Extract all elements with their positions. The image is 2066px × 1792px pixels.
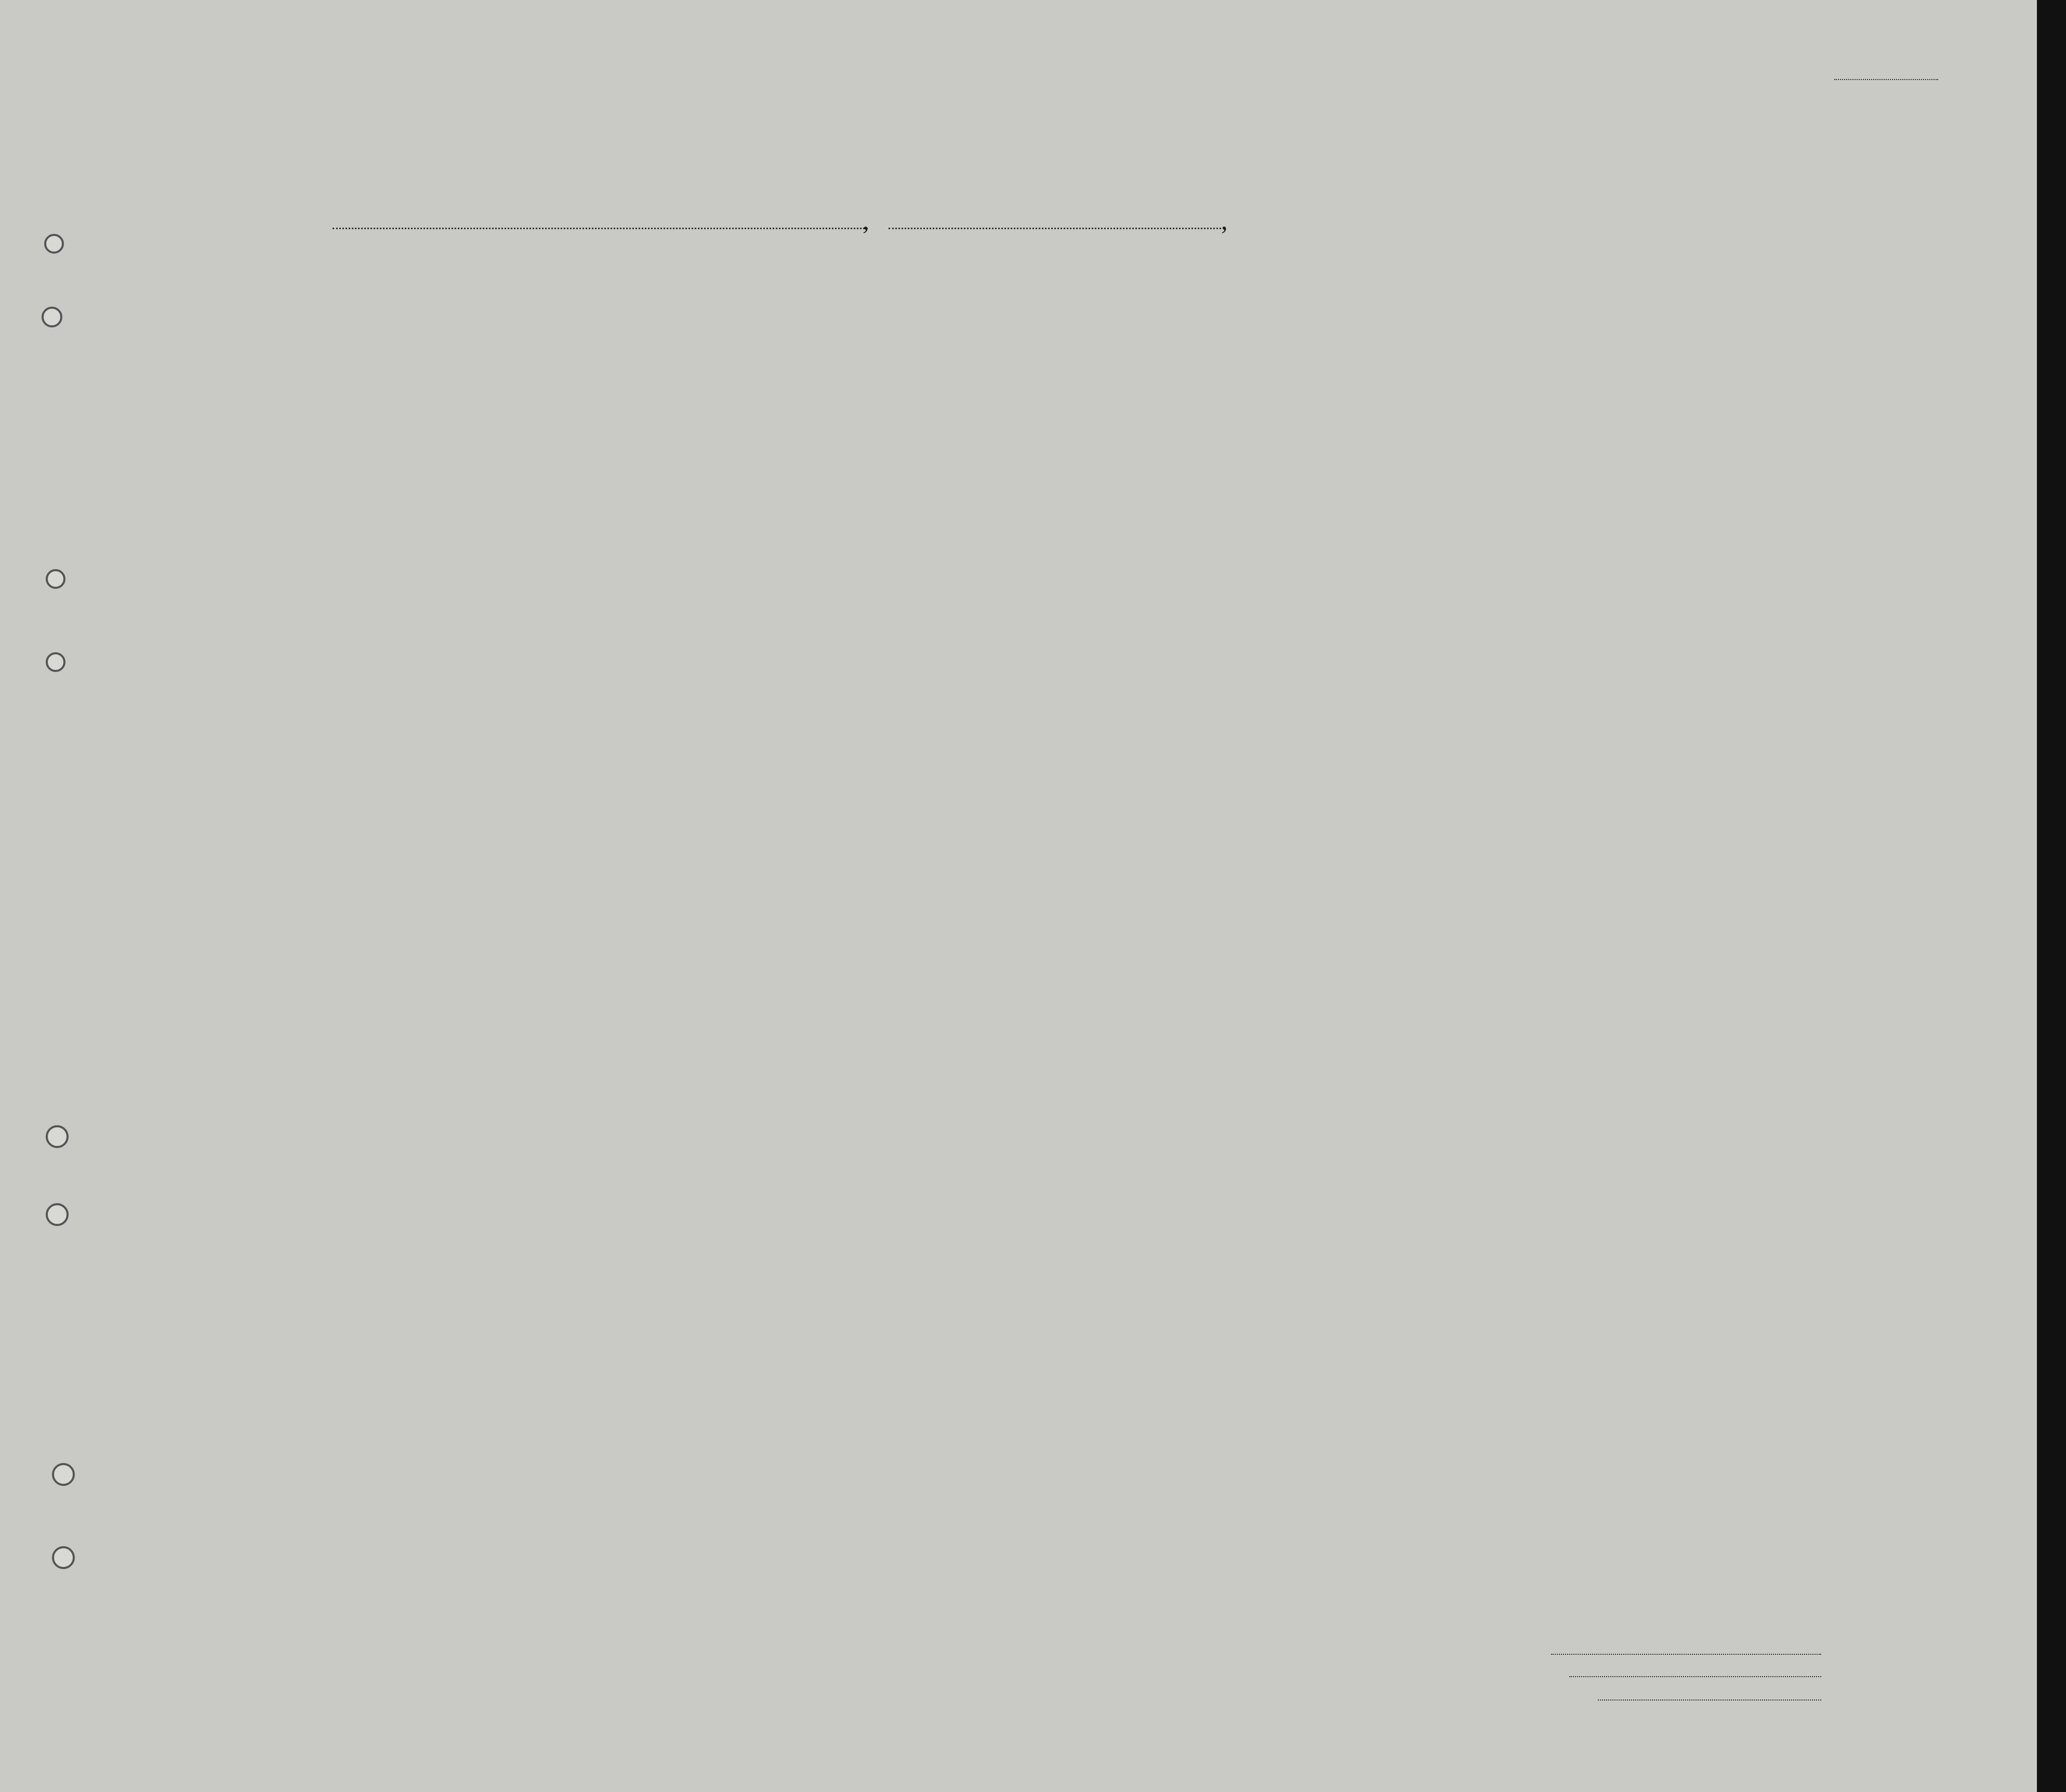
agents-underline: [1598, 1699, 1821, 1701]
line-underline: [1551, 1654, 1821, 1655]
comma: ,: [1221, 206, 1228, 235]
comma: ,: [863, 206, 869, 235]
owners-underline: [1569, 1676, 1821, 1677]
